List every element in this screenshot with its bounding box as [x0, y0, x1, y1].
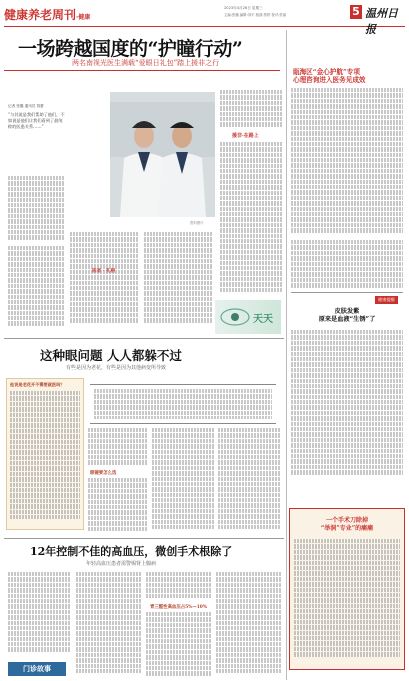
- right-box: [289, 508, 405, 670]
- lead-subhead: 两名南视光医生满载“爱眼日礼包”踏上援非之行: [72, 59, 220, 67]
- page-header: [4, 4, 405, 36]
- eye-illustration: [215, 300, 281, 334]
- bottom-col-3: [146, 572, 212, 600]
- bottom-col-4: [216, 572, 282, 678]
- right-headline-1: 瓯海区“金心护航”专项 心理咨询进入医务见成效: [293, 68, 366, 84]
- editor-line: 主编:张璐 编辑:刘宇 版面:蔡婷 校对:张丽: [224, 13, 287, 17]
- feature-col-3: [218, 428, 280, 534]
- right-box-text: [294, 539, 400, 665]
- lead-side-note: “与其说是我们帮助了他们，不如说是他们让我们看到了最纯粹的医患关系……”: [8, 112, 65, 129]
- right-text-1: [291, 88, 403, 238]
- right-text-1b: [291, 240, 403, 290]
- feature-subhead: 有些是因为老花，有些是因为其他病变所导致: [66, 365, 167, 371]
- bottom-headline: 12年控制不佳的高血压，微创手术根除了: [30, 545, 233, 558]
- feature-col-1b: [88, 478, 148, 534]
- lead-col-4: [220, 90, 282, 130]
- bottom-col-2: [76, 572, 142, 678]
- corner-tag-label: 门诊故事: [23, 665, 51, 673]
- page-number: 5: [350, 5, 362, 19]
- bottom-col-3b: [146, 612, 212, 678]
- feature-left-box-title: 他说是老花开不需要就医吗？: [10, 382, 65, 387]
- lead-col-1: [8, 176, 64, 244]
- right-headline-2: 皮肤发紫 原来是血液“生锈”了: [318, 308, 376, 323]
- lead-byline: 记者 张璐 通讯员 钱蕾: [8, 104, 44, 108]
- feature-left-box-text: [10, 391, 80, 525]
- lead-underline: [4, 70, 280, 71]
- bottom-col-1: [8, 572, 70, 658]
- right-box-headline: 一个手术刀除掉 “举洞”专业”的痛痛: [320, 517, 374, 532]
- bottom-inline-title: 青三醛性高血压占5%—10%: [150, 605, 208, 610]
- photo-caption: 资料图片: [190, 221, 204, 225]
- feature-side-tag: 眼镜要怎么选: [90, 471, 117, 476]
- feature-headline: 这种眼问题 人人都躲不过: [40, 348, 182, 363]
- lead-col-5: [220, 142, 282, 302]
- feature-left-box: [6, 378, 84, 530]
- lead-col-2: [70, 232, 138, 328]
- right-text-2: [291, 330, 403, 480]
- corner-tag: [8, 662, 66, 676]
- feature-divider: [4, 538, 284, 539]
- feature-col-2: [152, 428, 214, 534]
- lead-headline: 一场跨越国度的“护瞳行动”: [18, 38, 243, 60]
- section-title: 健康养老周刊·健康: [4, 8, 91, 22]
- lead-photo: [110, 92, 215, 217]
- right-label: 健康提醒: [375, 296, 398, 304]
- svg-text:天天: 天天: [253, 314, 273, 325]
- lead-box-title: 医者 · 扎根: [92, 269, 116, 274]
- right-divider-1: [291, 292, 403, 293]
- bottom-subhead: 年轻高血压患者需警惕肾上腺病: [86, 561, 157, 567]
- feature-col-1: [88, 428, 148, 468]
- feature-quote-box: [90, 384, 276, 424]
- lead-inner-title: 援非·在路上: [232, 133, 259, 139]
- lead-col-1b: [8, 246, 64, 330]
- lead-divider: [4, 338, 284, 339]
- right-column: [286, 30, 407, 680]
- lead-col-3: [144, 232, 212, 328]
- date-line: 2023年4月26日 星期三: [224, 6, 263, 10]
- masthead-logo: 温州日报: [365, 7, 398, 36]
- feature-quote-text: [94, 389, 272, 419]
